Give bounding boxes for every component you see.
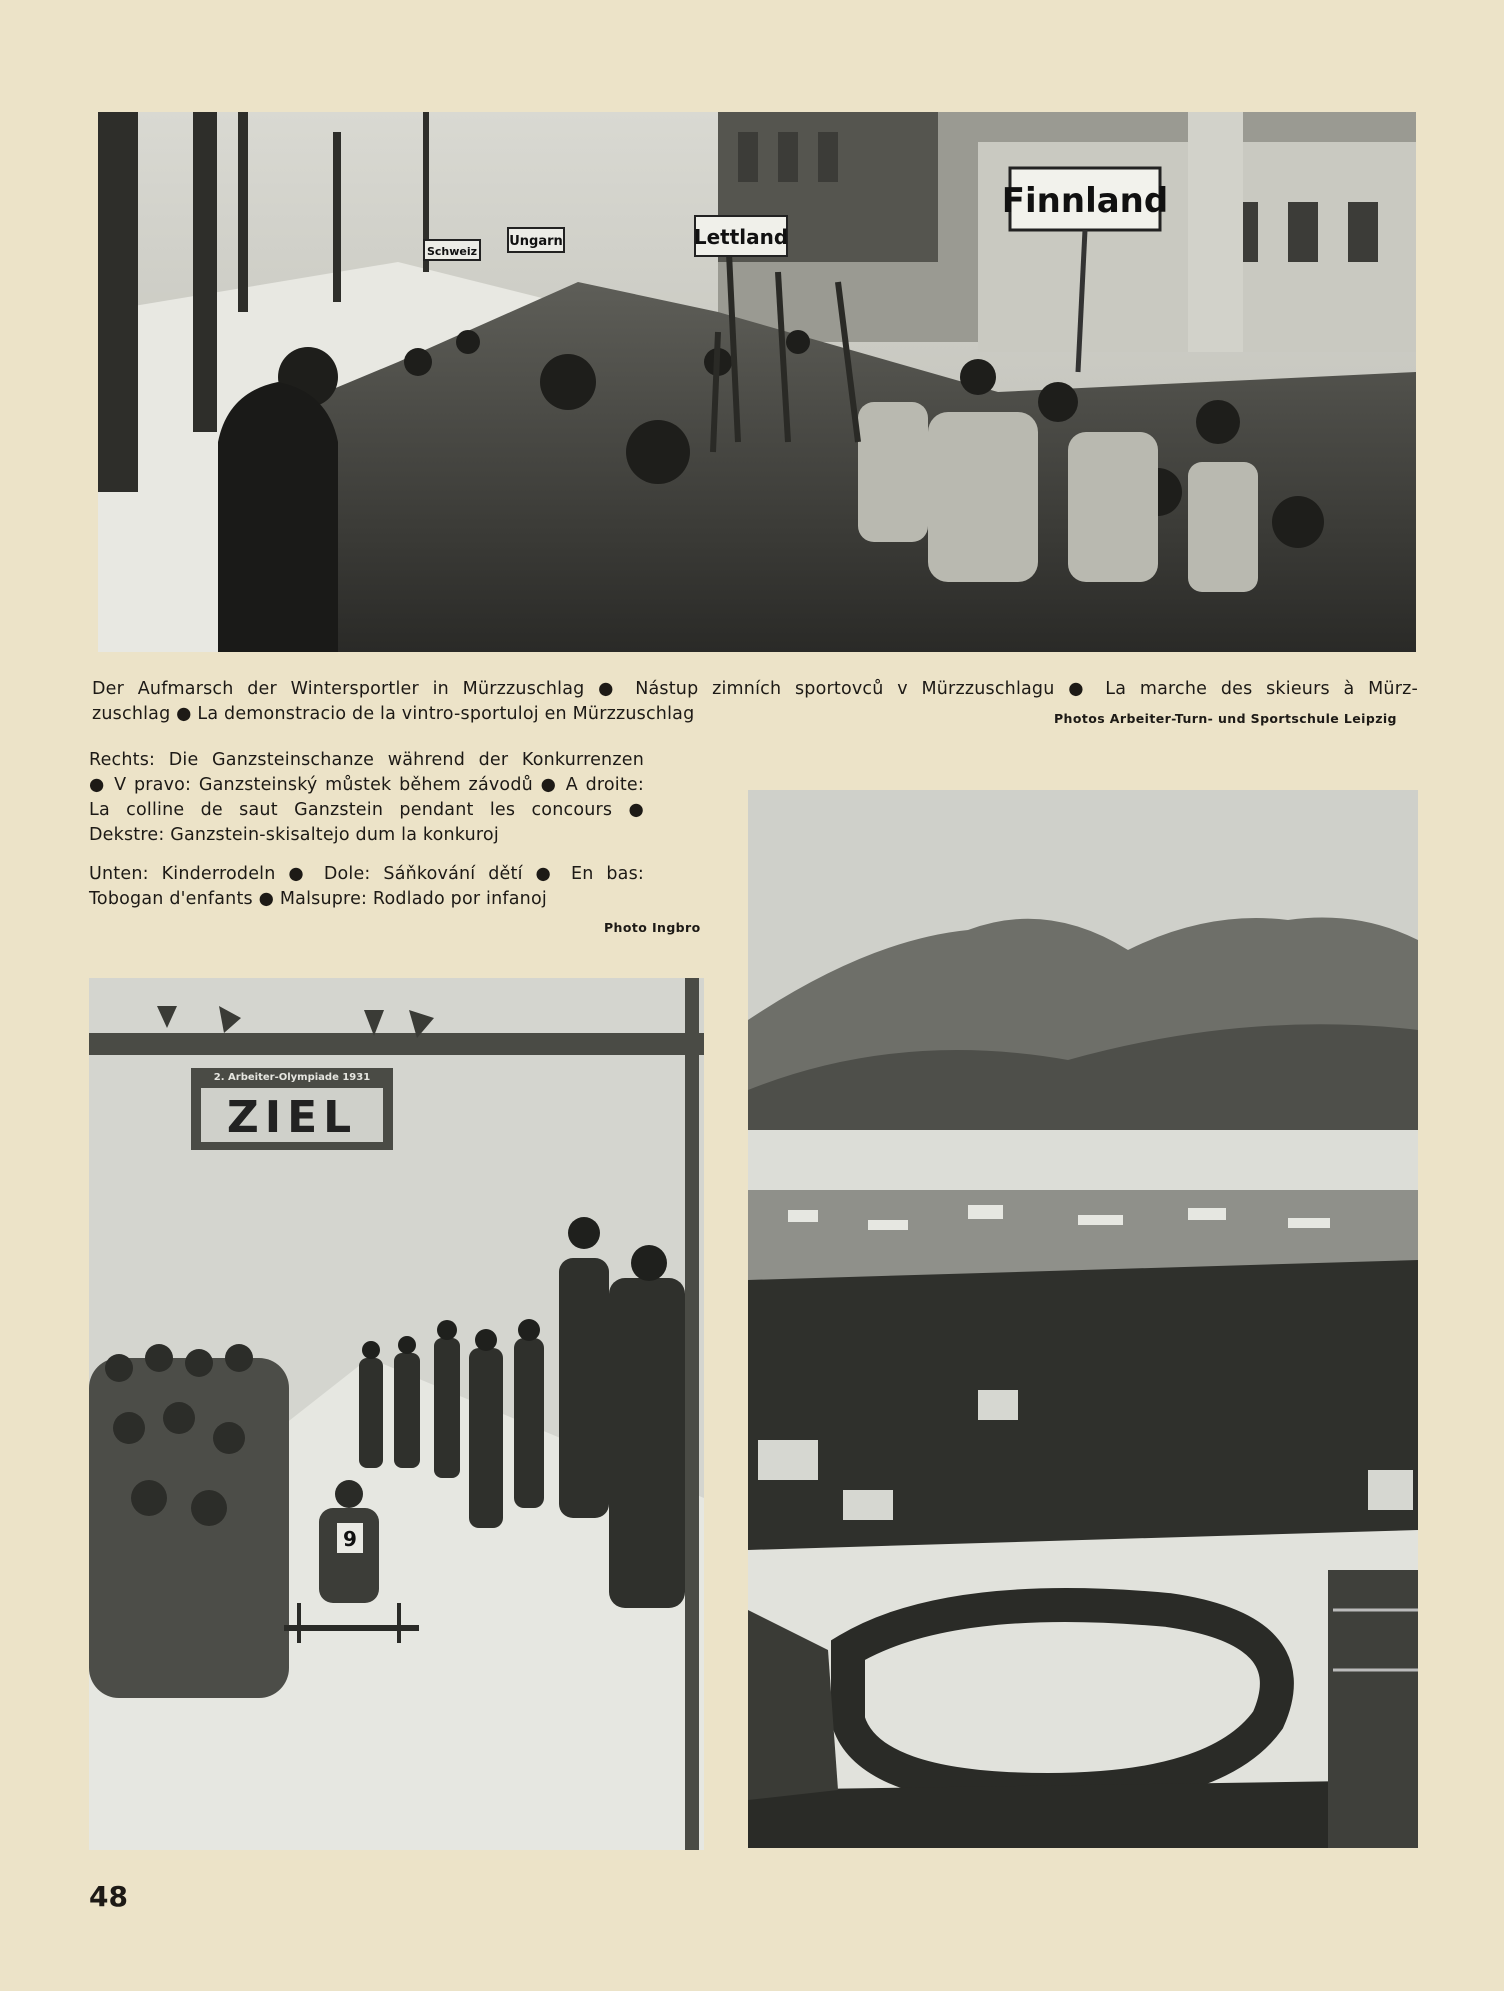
toboggan-caption-line2: Tobogan d'enfants ● Malsupre: Rodlado por infanoj: [89, 889, 547, 909]
page-number: 48: [89, 1880, 128, 1913]
ski-jump-caption-line3: La colline de saut Ganzstein pendant les concours ●: [89, 800, 644, 820]
parade-photo-credit: Photos Arbeiter-Turn- und Sportschule Leipzig: [1054, 711, 1397, 726]
ski-jump-caption-line2: ● V pravo: Ganzsteinský můstek během závodů ● A droite:: [89, 775, 644, 795]
ski-jump-caption: [89, 748, 644, 848]
sled-bib-number: 9: [343, 1527, 357, 1551]
ski-jump-photo: [748, 790, 1418, 1848]
parade-photo: [98, 112, 1416, 652]
lettland-sign: Lettland: [693, 225, 789, 249]
ziel-banner: ZIEL: [226, 1092, 358, 1143]
toboggan-caption: [89, 862, 644, 912]
ungarn-sign: Ungarn: [509, 234, 563, 249]
ziel-banner-subtitle: 2. Arbeiter-Olympiade 1931: [213, 1072, 371, 1083]
schweiz-sign: Schweiz: [426, 245, 478, 258]
finnland-sign: Finnland: [1001, 181, 1169, 221]
toboggan-caption-line1: Unten: Kinderrodeln ● Dole: Sáňkování dětí ● En bas:: [89, 864, 644, 884]
parade-caption-line2: zuschlag ● La demonstracio de la vintro-sportuloj en Mürzzuschlag: [92, 704, 695, 724]
toboggan-photo-credit: Photo Ingbro: [604, 920, 701, 935]
toboggan-photo: [89, 978, 704, 1850]
ski-jump-caption-line1: Rechts: Die Ganzsteinschanze während der Konkurrenzen: [89, 750, 644, 770]
ski-jump-caption-line4: Dekstre: Ganzstein-skisaltejo dum la konkuroj: [89, 825, 499, 845]
parade-caption-line1: Der Aufmarsch der Wintersportler in Mürzzuschlag ● Nástup zimních sportovců v Mürzzuschlagu ● La marche des skieurs à Mürz-: [92, 679, 1418, 699]
